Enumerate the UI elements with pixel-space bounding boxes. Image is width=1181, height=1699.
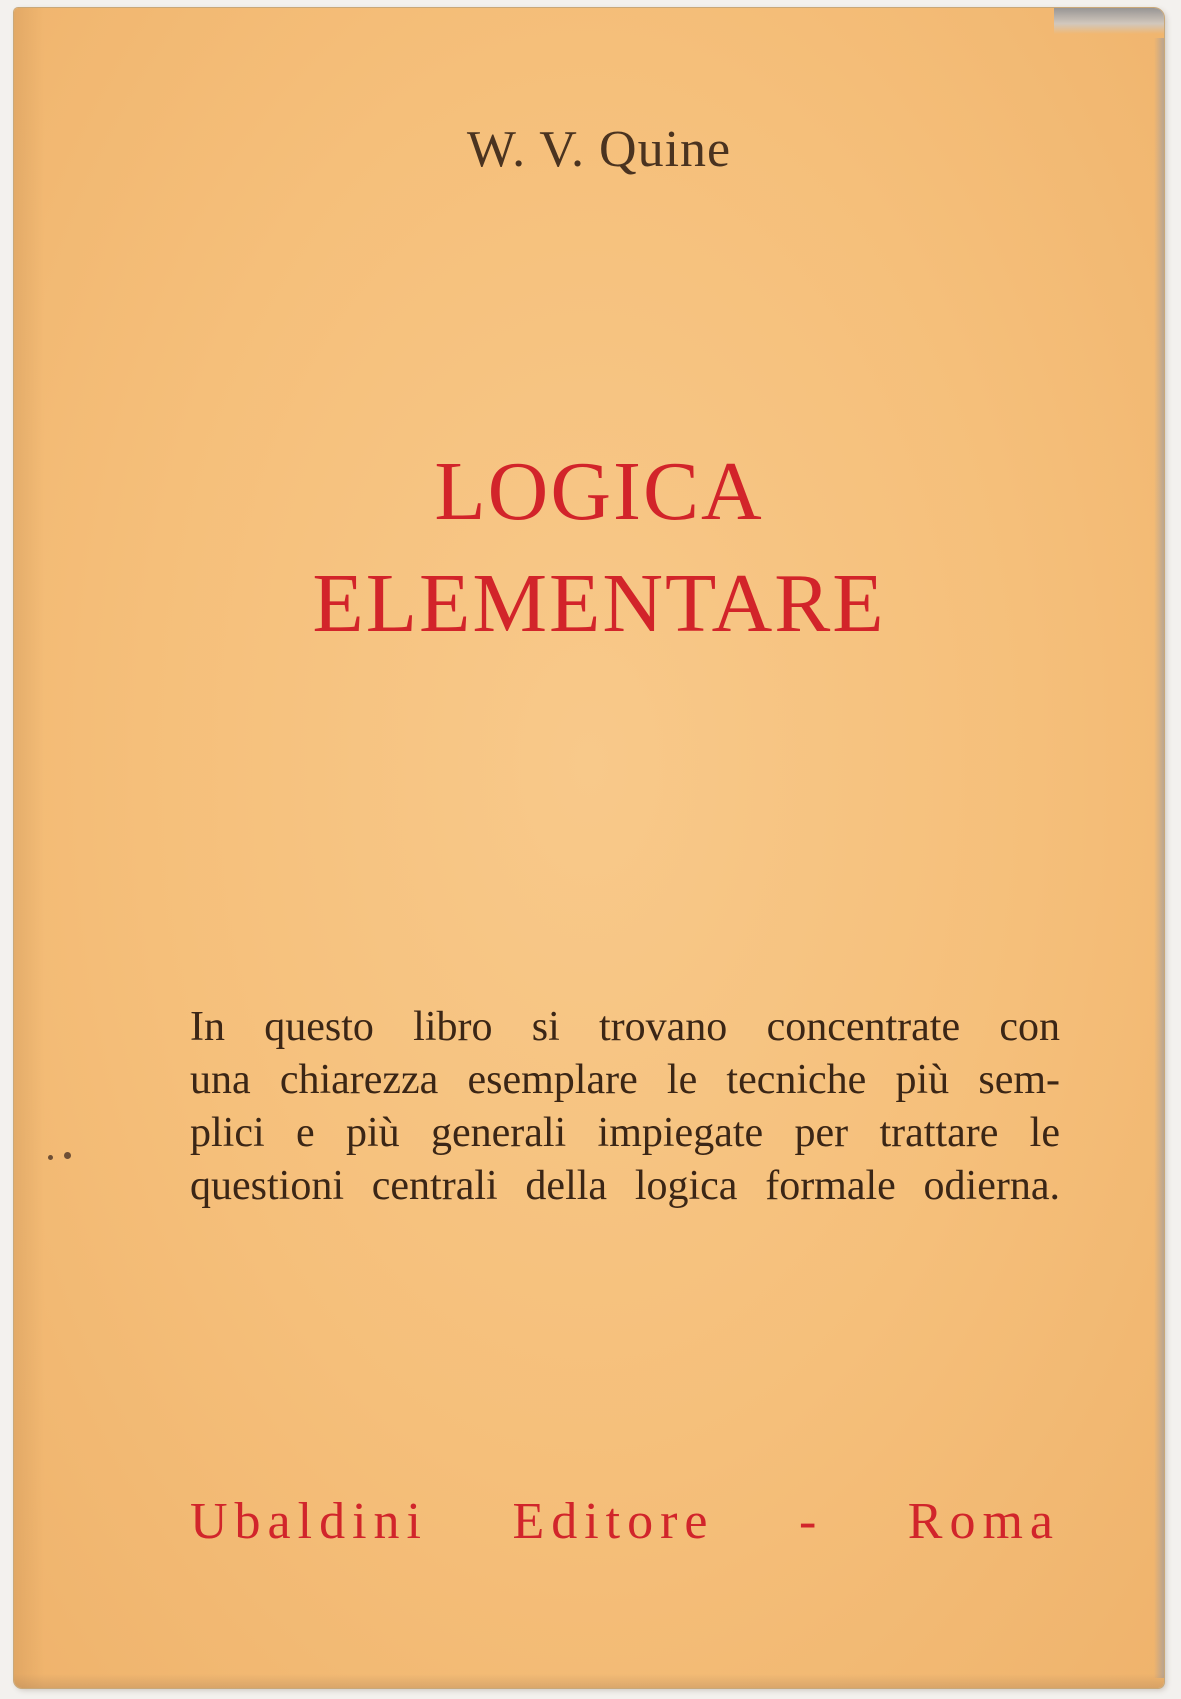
stain-mark xyxy=(64,1152,71,1159)
stain-mark xyxy=(48,1155,53,1160)
blurb-line: una chiarezza esemplare le tecniche più sem- xyxy=(190,1057,1060,1103)
blurb-line: plici e più generali impiegate per trattare le xyxy=(190,1110,1060,1156)
edge-wear-bottom xyxy=(14,1674,1164,1688)
edge-wear-right xyxy=(1154,38,1164,1678)
title-line: LOGICA xyxy=(434,445,764,538)
book-cover xyxy=(14,8,1164,1688)
author-name: W. V. Quine xyxy=(466,121,732,178)
spine-shadow xyxy=(14,8,44,1688)
publisher-imprint: Ubaldini Editore - Roma xyxy=(190,1493,1060,1550)
blurb-paragraph xyxy=(190,1001,1060,1213)
title-line: ELEMENTARE xyxy=(312,557,886,650)
blurb-line: In questo libro si trovano concentrate con xyxy=(190,1004,1060,1050)
blurb-line: questioni centrali della logica formale odierna. xyxy=(190,1163,1060,1209)
book-title xyxy=(14,436,1164,660)
edge-wear-top xyxy=(1054,8,1164,34)
